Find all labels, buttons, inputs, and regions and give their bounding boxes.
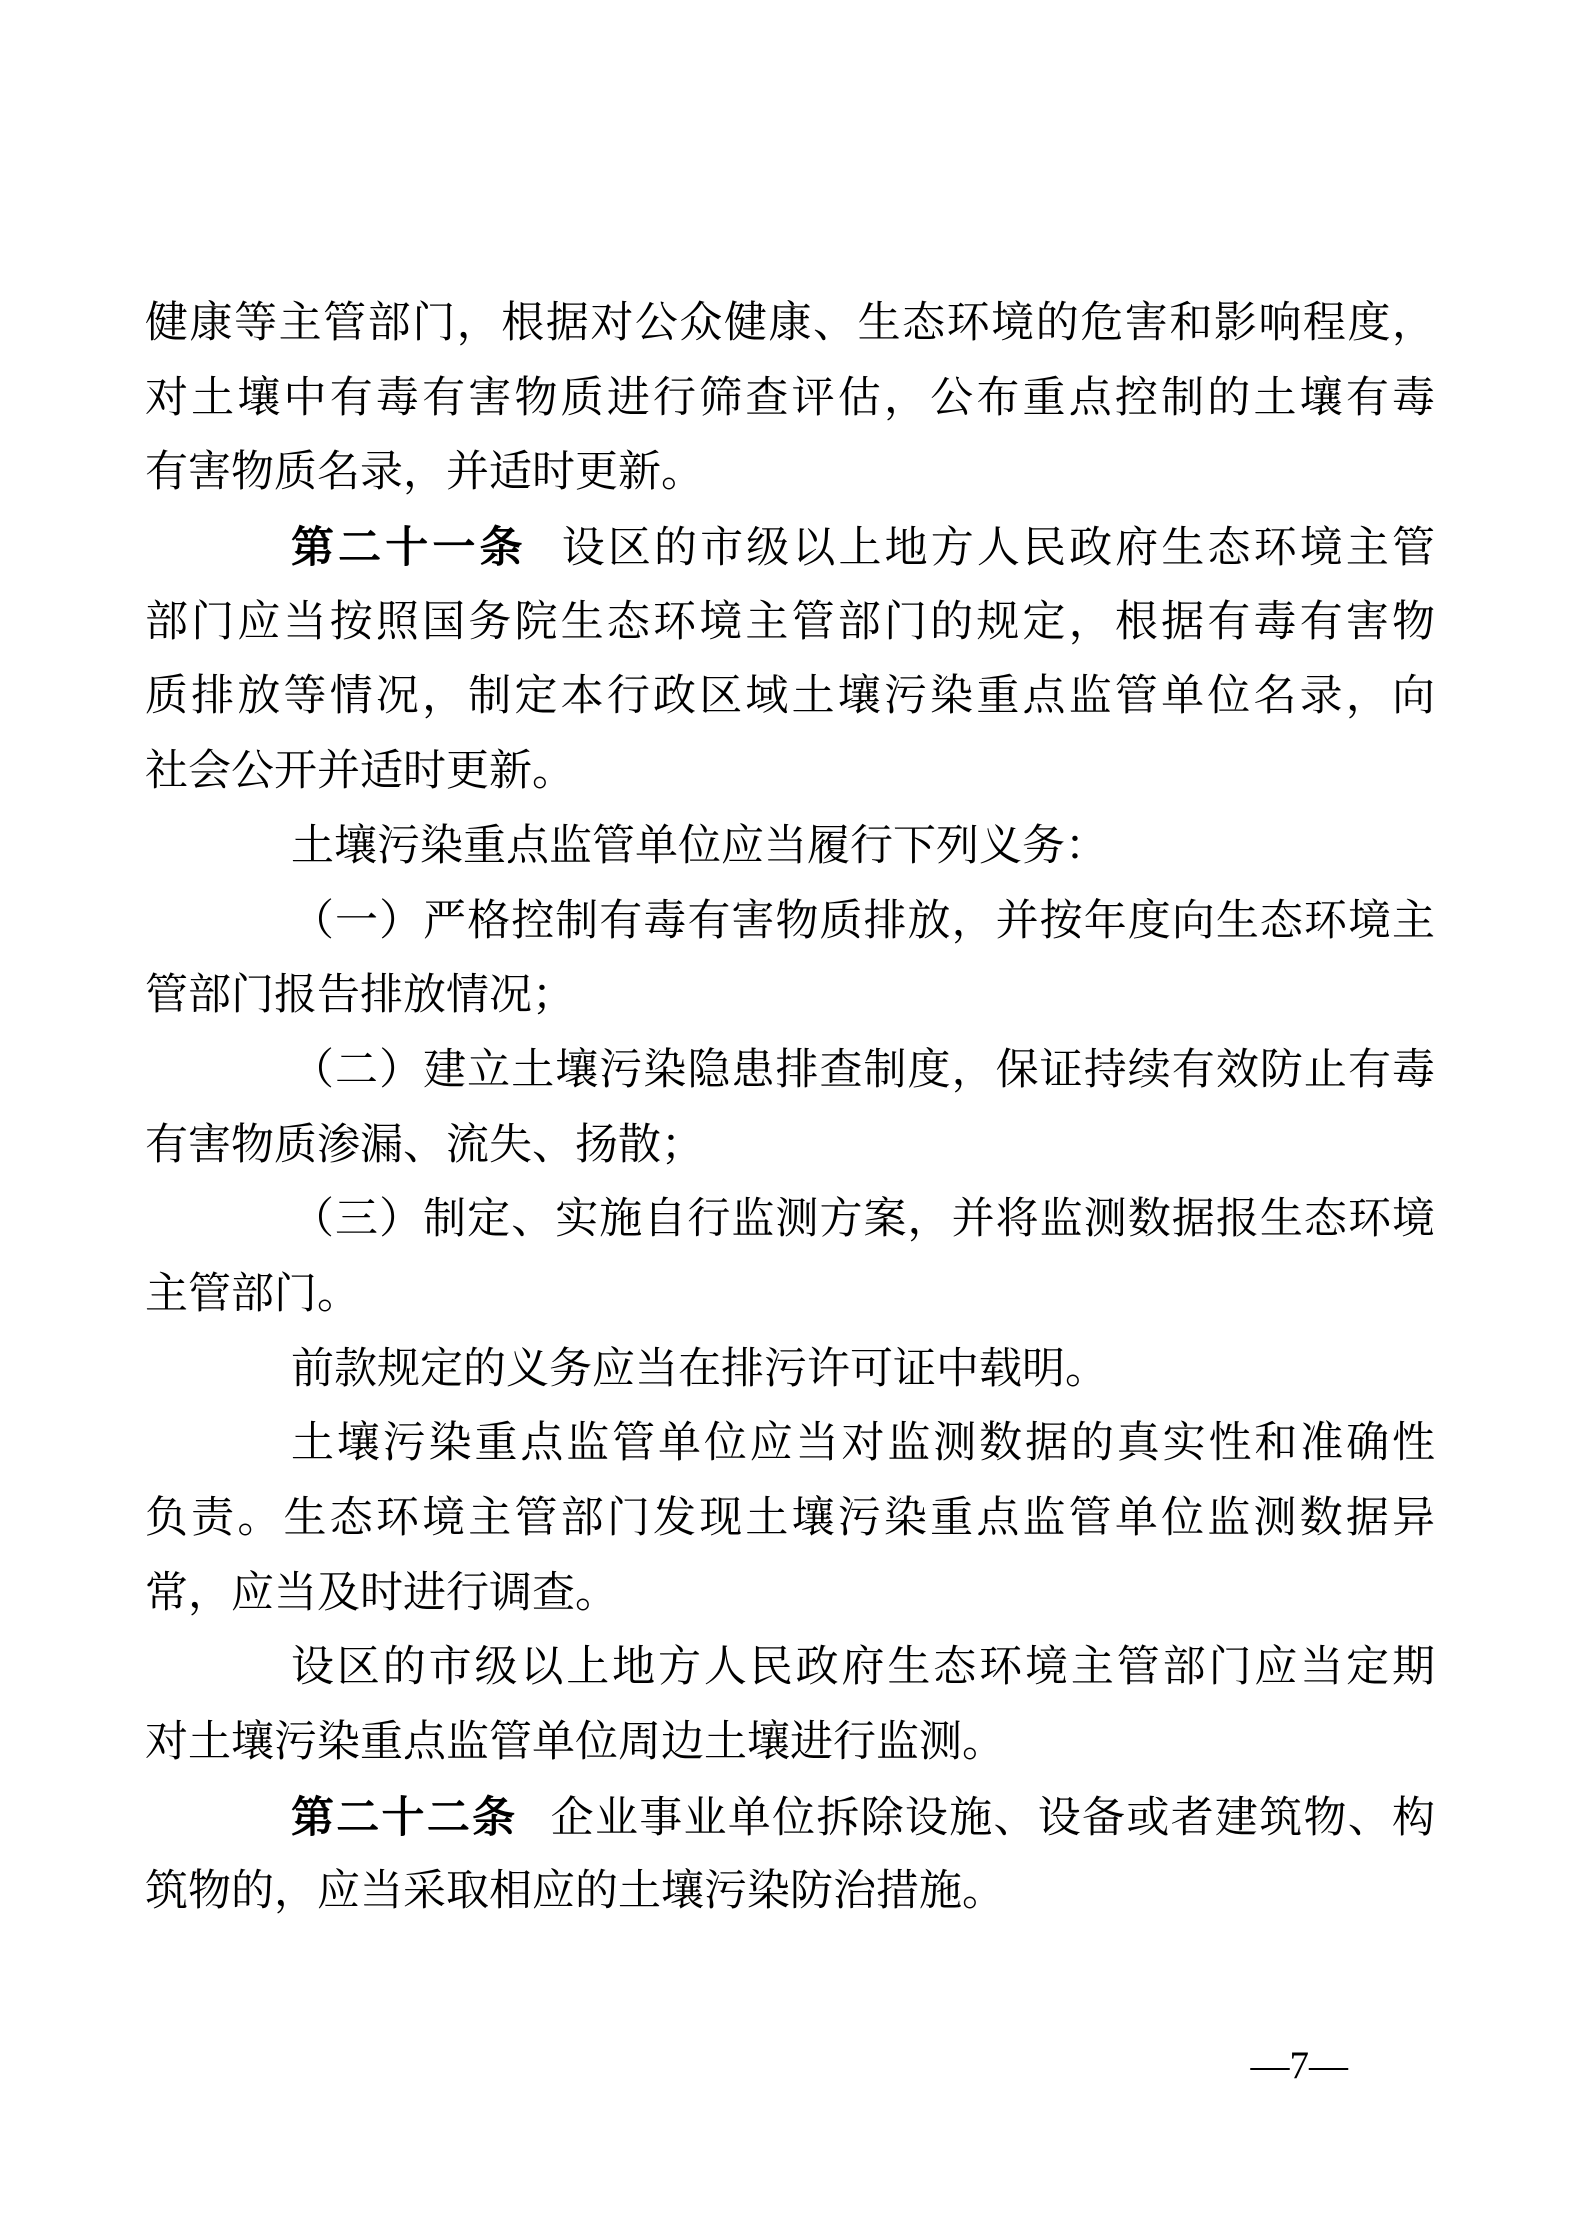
article-heading-line bbox=[145, 511, 1435, 586]
text-line: 社会公开并适时更新。 bbox=[145, 748, 575, 796]
text-line: 对土壤污染重点监管单位周边土壤进行监测。 bbox=[145, 1719, 1005, 1767]
text-line: 筑物的，应当采取相应的土壤污染防治措施。 bbox=[145, 1868, 1005, 1916]
article-heading-text: 设区的市级以上地方人民政府生态环境主管 bbox=[558, 525, 1435, 573]
text-line: 质排放等情况，制定本行政区域土壤污染重点监管单位名录，向 bbox=[145, 673, 1435, 721]
page-number: —7— bbox=[1250, 2044, 1348, 2087]
text-line: 土壤污染重点监管单位应当履行下列义务： bbox=[291, 822, 1108, 870]
text-line: 有害物质渗漏、流失、扬散； bbox=[145, 1121, 704, 1169]
text-line: 前款规定的义务应当在排污许可证中载明。 bbox=[291, 1345, 1108, 1393]
list-item-line: （二）建立土壤污染隐患排查制度，保证持续有效防止有毒 bbox=[291, 1046, 1435, 1094]
article-heading-text: 企业事业单位拆除设施、设备或者建筑物、构 bbox=[549, 1794, 1436, 1842]
text-line: 有害物质名录，并适时更新。 bbox=[145, 449, 704, 497]
text-block bbox=[145, 287, 1435, 1930]
article-heading-line bbox=[145, 1781, 1435, 1856]
text-line: 管部门报告排放情况； bbox=[145, 972, 575, 1020]
text-line: 负责。生态环境主管部门发现土壤污染重点监管单位监测数据异 bbox=[145, 1495, 1435, 1542]
text-line: 常，应当及时进行调查。 bbox=[145, 1569, 618, 1617]
text-line: 对土壤中有毒有害物质进行筛查评估，公布重点控制的土壤有毒 bbox=[145, 374, 1435, 422]
text-line: 主管部门。 bbox=[145, 1270, 360, 1318]
article-number: 第二十二条 bbox=[291, 1793, 518, 1842]
article-number: 第二十一条 bbox=[291, 524, 527, 573]
text-line: 土壤污染重点监管单位应当对监测数据的真实性和准确性 bbox=[291, 1420, 1435, 1468]
list-item-line: （三）制定、实施自行监测方案，并将监测数据报生态环境 bbox=[291, 1196, 1435, 1244]
text-line: 设区的市级以上地方人民政府生态环境主管部门应当定期 bbox=[291, 1644, 1435, 1692]
list-item-line: （一）严格控制有毒有害物质排放，并按年度向生态环境主 bbox=[291, 897, 1435, 945]
text-line: 健康等主管部门，根据对公众健康、生态环境的危害和影响程度， bbox=[145, 300, 1435, 347]
text-line: 部门应当按照国务院生态环境主管部门的规定，根据有毒有害物 bbox=[145, 598, 1435, 646]
